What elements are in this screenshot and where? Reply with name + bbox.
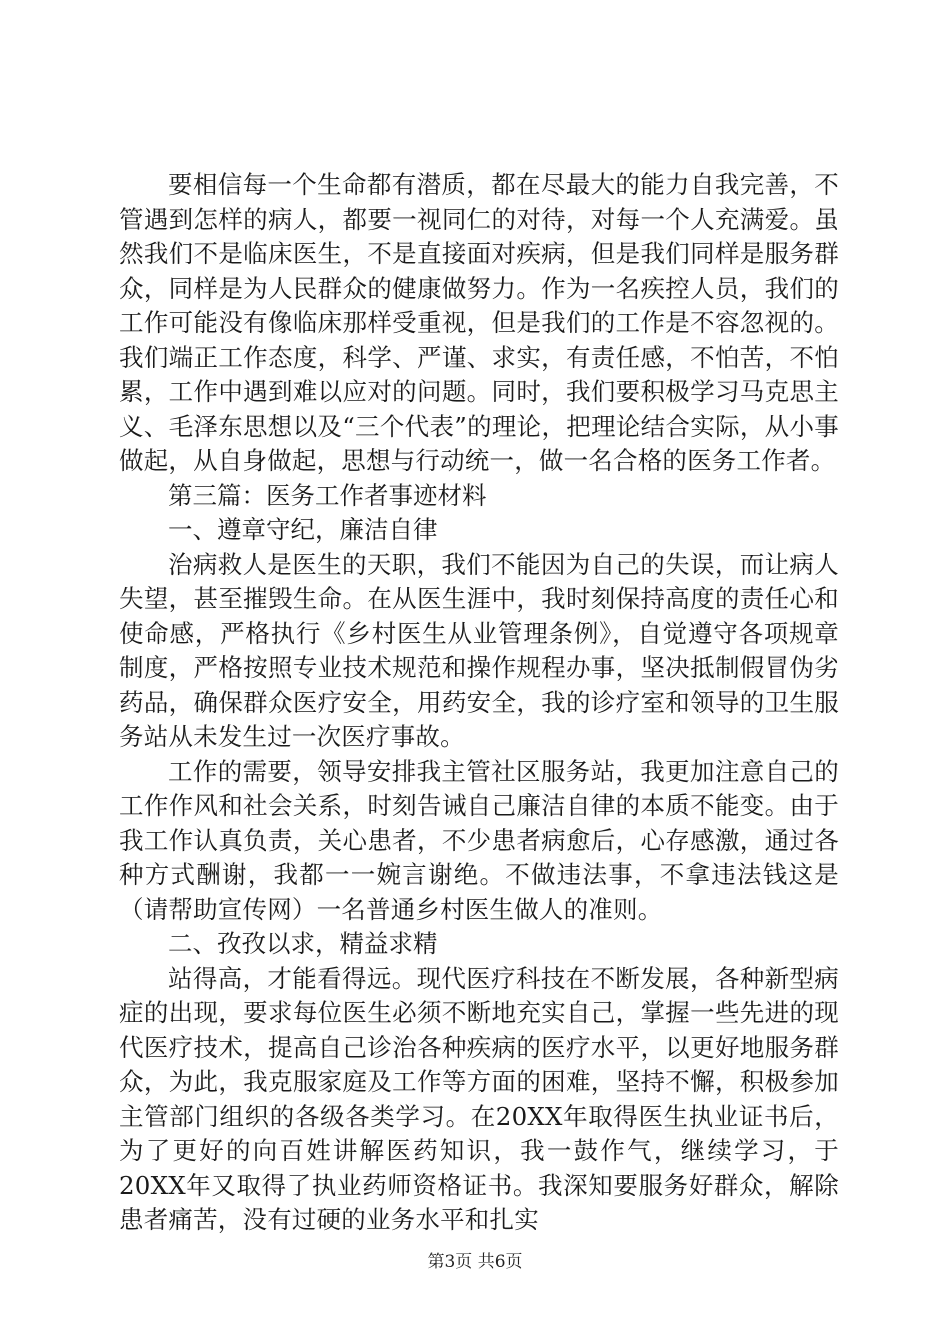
page-number-footer: 第3页 共6页 xyxy=(427,1252,523,1272)
paragraph-intro: 要相信每一个生命都有潜质，都在尽最大的能力自我完善，不管遇到怎样的病人，都要一视同仁的对待，对每一个人充满爱。虽然我们不是临床医生，不是直接面对疾病，但是我们同样是服务群众，同样是为人民群众的健康做努力。作为一名疾控人员，我们的工作可能没有像临床那样受重视，但是我们的工作是不容忽视的。我们端正工作态度，科学、严谨、求实，有责任感，不怕苦，不怕累，工作中遇到难以应对的问题。同时，我们要积极学习马克思主义、毛泽东思想以及“三个代表”的理论，把理论结合实际，从小事做起，从自身做起，思想与行动统一，做一名合格的医务工作者。 xyxy=(119,170,839,475)
document-body xyxy=(119,168,839,1238)
paragraph-discipline: 治病救人是医生的天职，我们不能因为自己的失误，而让病人失望，甚至摧毁生命。在从医生涯中，我时刻保持高度的责任心和使命感，严格执行《乡村医生从业管理条例》，自觉遵守各项规章制度，严格按照专业技术规范和操作规程办事，坚决抵制假冒伪劣药品，确保群众医疗安全，用药安全，我的诊疗室和领导的卫生服务站从未发生过一次医疗事故。 xyxy=(119,549,839,751)
subsection-heading-1: 一、遵章守纪，廉洁自律 xyxy=(168,515,438,544)
paragraph-integrity: 工作的需要，领导安排我主管社区服务站，我更加注意自己的工作作风和社会关系，时刻告诫自己廉洁自律的本质不能变。由于我工作认真负责，关心患者，不少患者病愈后，心存感激，通过各种方式酬谢，我都一一婉言谢绝。不做违法事，不拿违法钱这是（请帮助宣传网）一名普通乡村医生做人的准则。 xyxy=(119,756,839,924)
section-title-third: 第三篇：医务工作者事迹材料 xyxy=(168,480,487,510)
subsection-heading-2: 二、孜孜以求，精益求精 xyxy=(168,929,438,958)
paragraph-learning: 站得高，才能看得远。现代医疗科技在不断发展，各种新型病症的出现，要求每位医生必须不断地充实自己，掌握一些先进的现代医疗技术，提高自己诊治各种疾病的医疗水平，以更好地服务群众，为此，我克服家庭及工作等方面的困难，坚持不懈，积极参加主管部门组织的各级各类学习。在20XX年取得医生执业证书后，为了更好的向百姓讲解医药知识，我一鼓作气，继续学习，于20XX年又取得了执业药师资格证书。我深知要服务好群众，解除患者痛苦，没有过硬的业务水平和扎实 xyxy=(119,963,839,1234)
